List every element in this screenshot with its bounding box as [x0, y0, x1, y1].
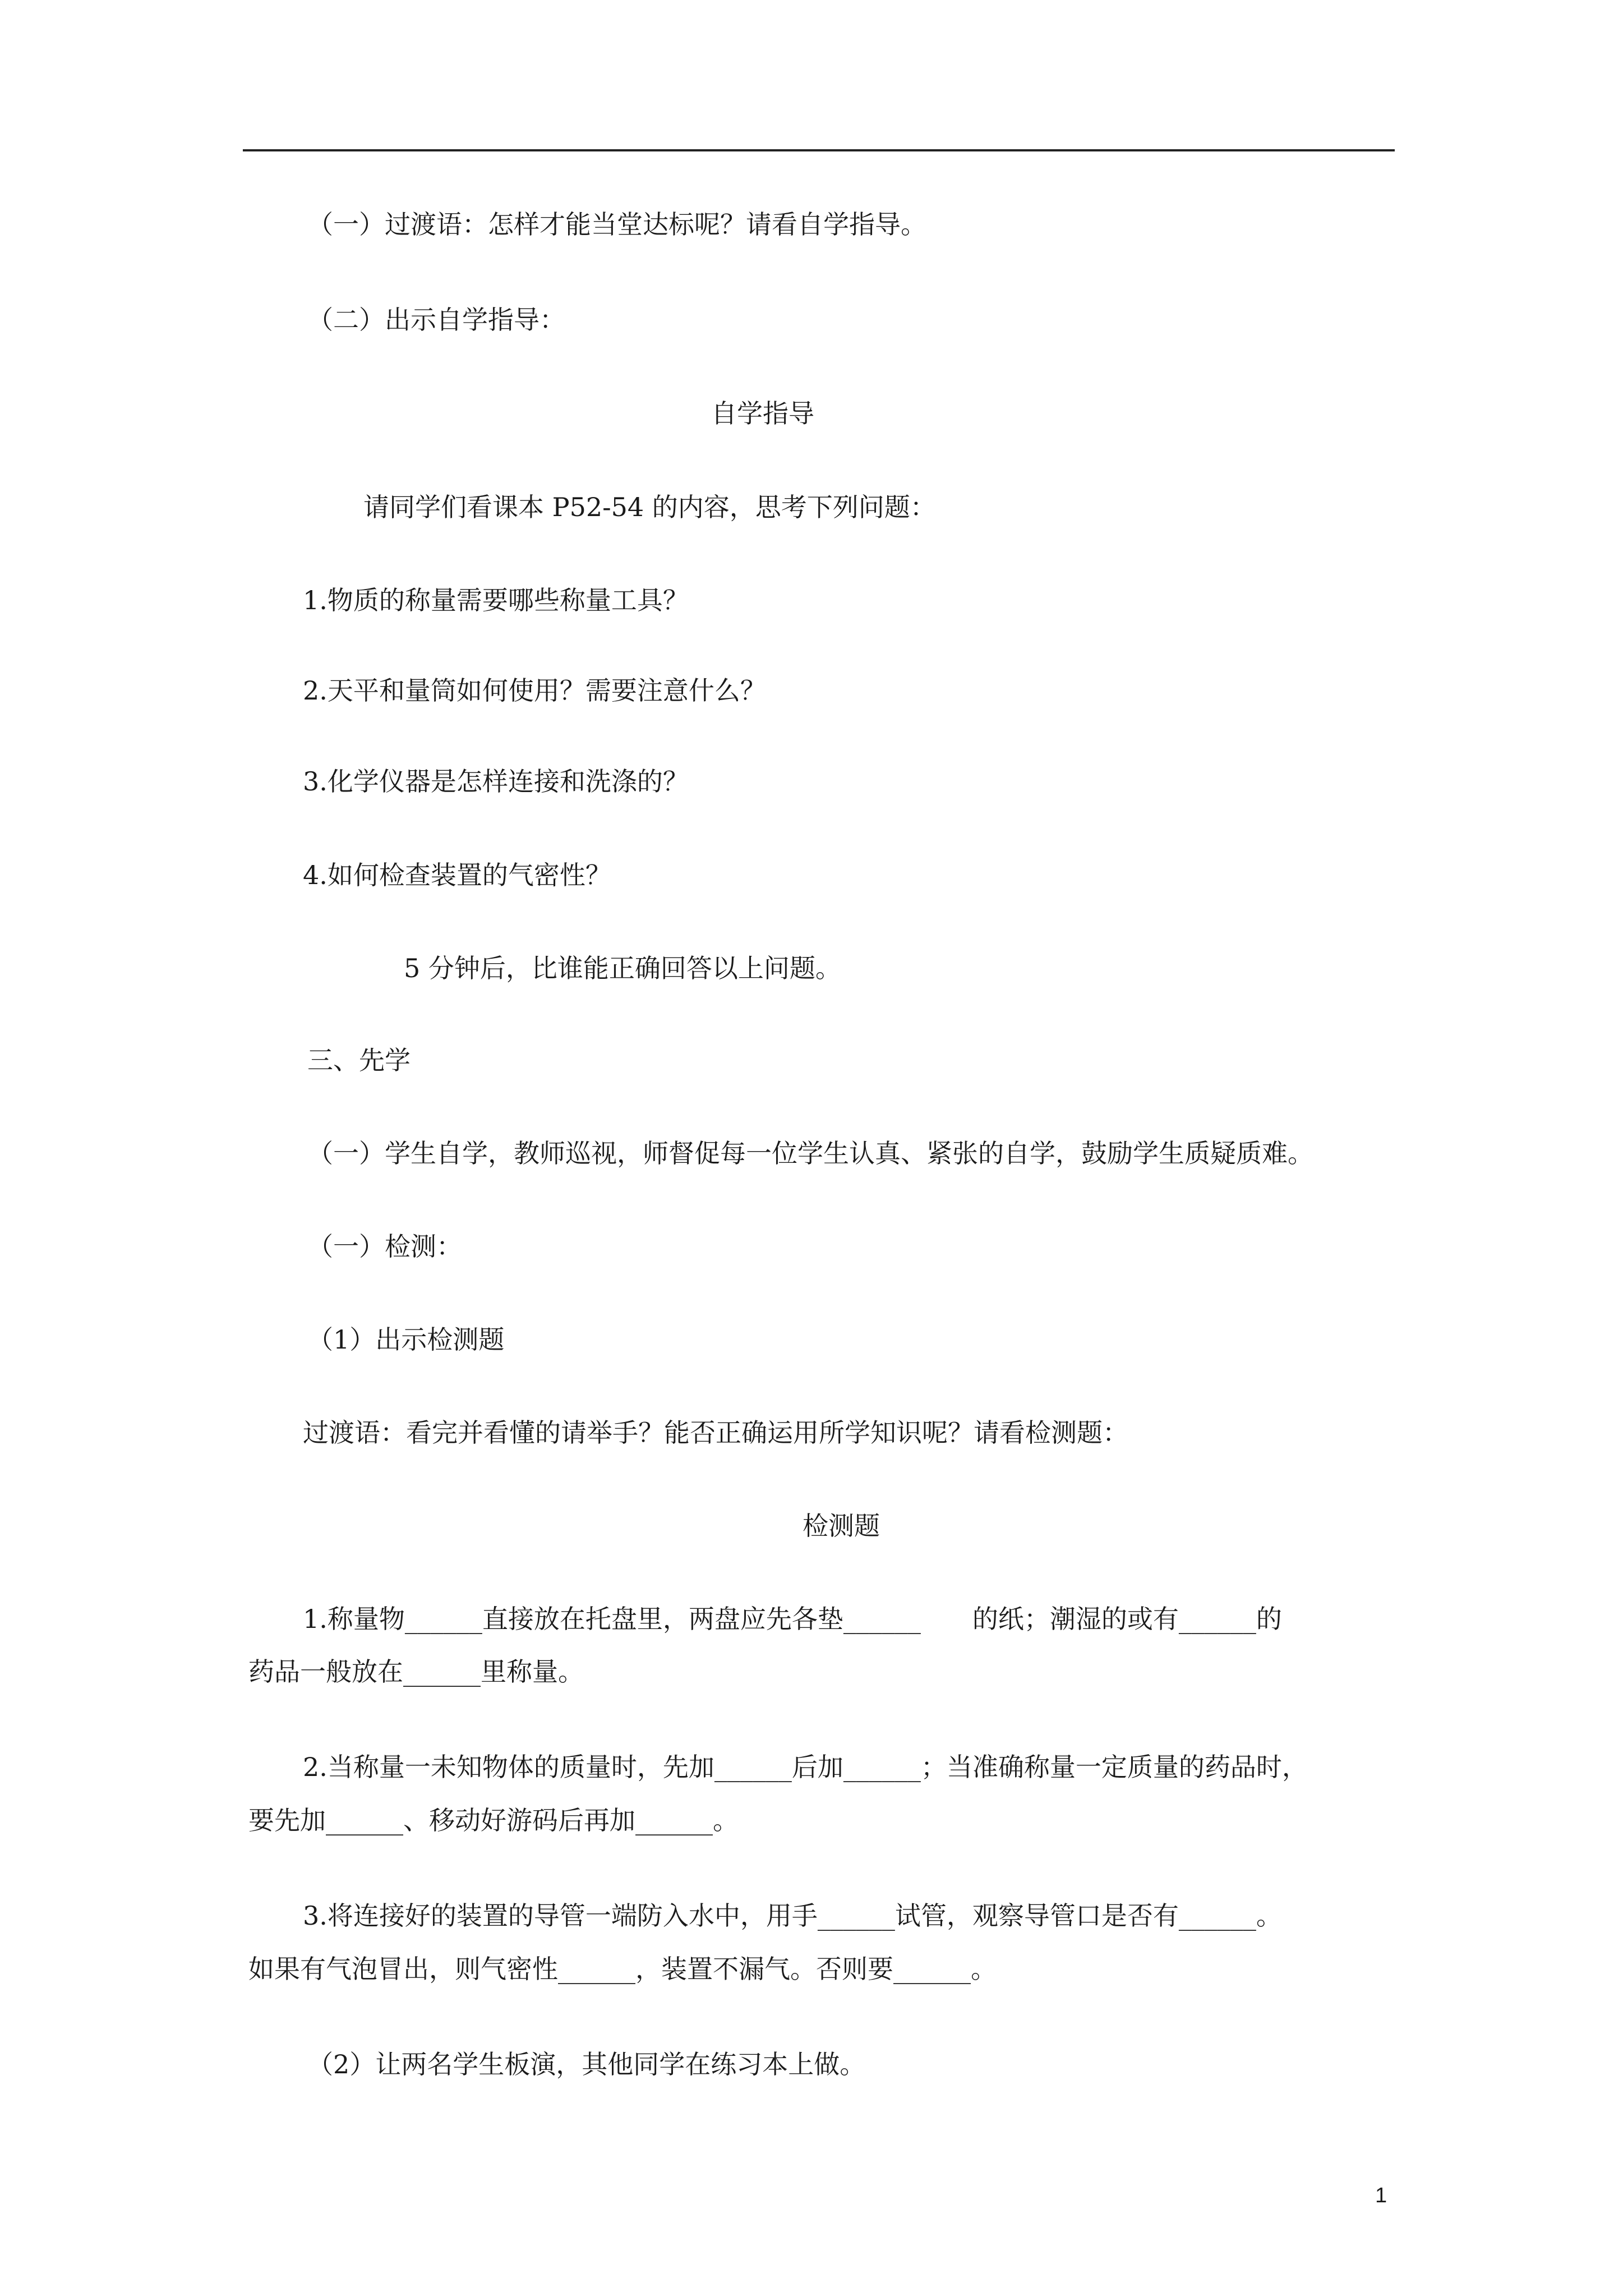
test-question-line: 药品一般放在______里称量。 — [248, 1657, 584, 1687]
test-question-line: 2.当称量一未知物体的质量时，先加______后加______；当准确称量一定质量的药品时， — [303, 1752, 1308, 1782]
header-rule — [243, 149, 1395, 151]
test-question-line: 如果有气泡冒出，则气密性______，装置不漏气。否则要______。 — [248, 1954, 997, 1984]
guide-time-note: 5 分钟后，比谁能正确回答以上问题。 — [404, 953, 841, 983]
detect-heading: （一）检测： — [307, 1231, 462, 1262]
self-study-paragraph: （一）学生自学，教师巡视，师督促每一位学生认真、紧张的自学，鼓励学生质疑质难。 — [307, 1138, 1313, 1168]
guide-title: 自学指导 — [711, 398, 814, 429]
page-number: 1 — [1375, 2184, 1387, 2207]
test-transition: 过渡语：看完并看懂的请举手？能否正确运用所学知识呢？请看检测题： — [303, 1418, 1128, 1448]
show-test-heading: （1）出示检测题 — [307, 1324, 505, 1355]
test-question-line: 要先加______、移动好游码后再加______。 — [248, 1805, 739, 1835]
guide-question: 1.物质的称量需要哪些称量工具？ — [303, 585, 689, 615]
test-question-line: 1.称量物______直接放在托盘里，两盘应先各垫______ 的纸；潮湿的或有______的 — [303, 1604, 1282, 1634]
test-question-line: 3.将连接好的装置的导管一端防入水中，用手______试管，观察导管口是否有______。 — [303, 1901, 1282, 1931]
guide-question: 2.天平和量筒如何使用？需要注意什么？ — [303, 675, 766, 706]
test-title: 检测题 — [803, 1511, 880, 1541]
guide-intro: 请同学们看课本 P52-54 的内容，思考下列问题： — [363, 492, 936, 522]
guide-question: 3.化学仪器是怎样连接和洗涤的？ — [303, 766, 689, 797]
section-three-heading: 三、先学 — [307, 1045, 411, 1075]
transition-intro: （一）过渡语：怎样才能当堂达标呢？请看自学指导。 — [307, 209, 926, 240]
show-guide-heading: （二）出示自学指导： — [307, 305, 565, 335]
board-practice-note: （2）让两名学生板演，其他同学在练习本上做。 — [307, 2049, 866, 2079]
guide-question: 4.如何检查装置的气密性？ — [303, 860, 611, 890]
